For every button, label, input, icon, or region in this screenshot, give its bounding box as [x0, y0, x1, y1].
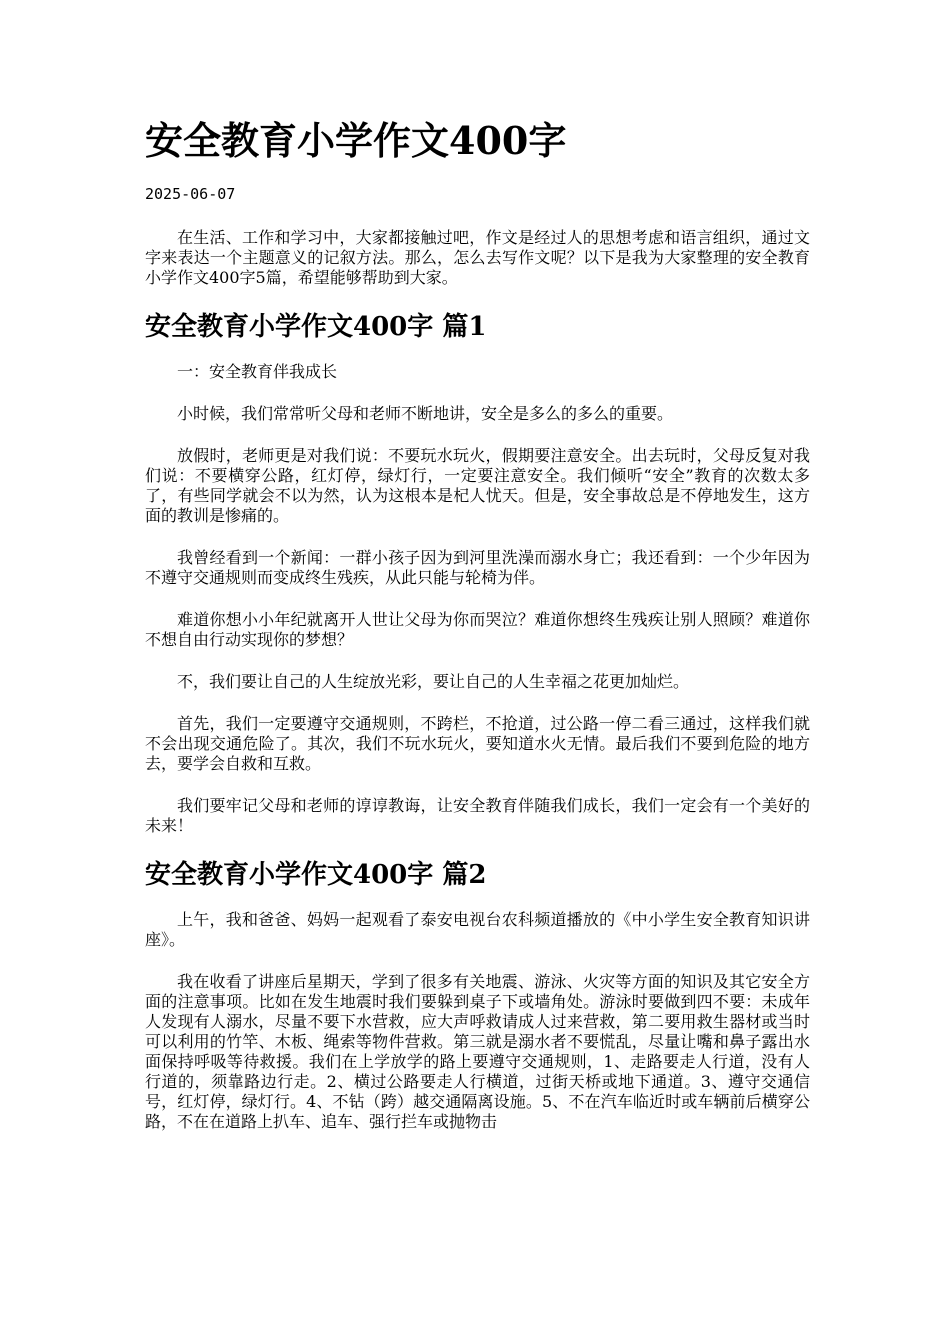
document-title: 安全教育小学作文400字 [145, 118, 567, 163]
section-1-paragraph: 一：安全教育伴我成长 [177, 362, 338, 381]
document-body [145, 228, 810, 1154]
intro-paragraph: 在生活、工作和学习中，大家都接触过吧，作文是经过人的思想考虑和语言组织，通过文字来表达一个主题意义的记叙方法。那么，怎么去写作文呢？以下是我为大家整理的安全教育小学作文400字5篇，希望能够帮助到大家。 [145, 228, 810, 287]
section-1-paragraph: 放假时，老师更是对我们说：不要玩水玩火，假期要注意安全。出去玩时，父母反复对我们说：不要横穿公路，红灯停，绿灯行，一定要注意安全。我们倾听“安全”教育的次数太多了，有些同学就会不以为然，认为这根本是杞人忧天。但是，安全事故总是不停地发生，这方面的教训是惨痛的。 [145, 446, 810, 525]
section-2-paragraph: 上午，我和爸爸、妈妈一起观看了泰安电视台农科频道播放的《中小学生安全教育知识讲座》。 [145, 910, 810, 949]
section-1-paragraph: 不，我们要让自己的人生绽放光彩，要让自己的人生幸福之花更加灿烂。 [177, 672, 690, 691]
section-2-paragraph: 我在收看了讲座后星期天，学到了很多有关地震、游泳、火灾等方面的知识及其它安全方面的注意事项。比如在发生地震时我们要躲到桌子下或墙角处。游泳时要做到四不要：未成年人发现有人溺水，尽量不要下水营救，应大声呼救请成人过来营救，第二要用救生器材或当时可以利用的竹竿、木板、绳索等物件营救。第三就是溺水者不要慌乱，尽量让嘴和鼻子露出水面保持呼吸等待救援。我们在上学放学的路上要遵守交通规则，1、走路要走人行道，没有人行道的，须靠路边行走。2、横过公路要走人行横道，过街天桥或地下通道。3、遵守交通信号，红灯停，绿灯行。4、不钻（跨）越交通隔离设施。5、不在汽车临近时或车辆前后横穿公路，不在在道路上扒车、追车、强行拦车或抛物击 [145, 972, 810, 1131]
document-date: 2025-06-07 [145, 185, 236, 203]
section-heading-1: 安全教育小学作文400字 篇1 [145, 312, 487, 342]
section-1-paragraph: 难道你想小小年纪就离开人世让父母为你而哭泣？难道你想终生残疾让别人照顾？难道你不想自由行动实现你的梦想？ [145, 610, 810, 649]
section-1-paragraph: 首先，我们一定要遵守交通规则，不跨栏，不抢道，过公路一停二看三通过，这样我们就不会出现交通危险了。其次，我们不玩水玩火，要知道水火无情。最后我们不要到危险的地方去，要学会自救和互救。 [145, 714, 810, 773]
section-heading-2: 安全教育小学作文400字 篇2 [145, 860, 487, 890]
section-1-paragraph: 我曾经看到一个新闻：一群小孩子因为到河里洗澡而溺水身亡；我还看到：一个少年因为不遵守交通规则而变成终生残疾，从此只能与轮椅为伴。 [145, 548, 810, 587]
section-1-paragraph: 小时候，我们常常听父母和老师不断地讲，安全是多么的多么的重要。 [177, 404, 674, 423]
section-1-paragraph: 我们要牢记父母和老师的谆谆教诲，让安全教育伴随我们成长，我们一定会有一个美好的未来！ [145, 796, 810, 835]
